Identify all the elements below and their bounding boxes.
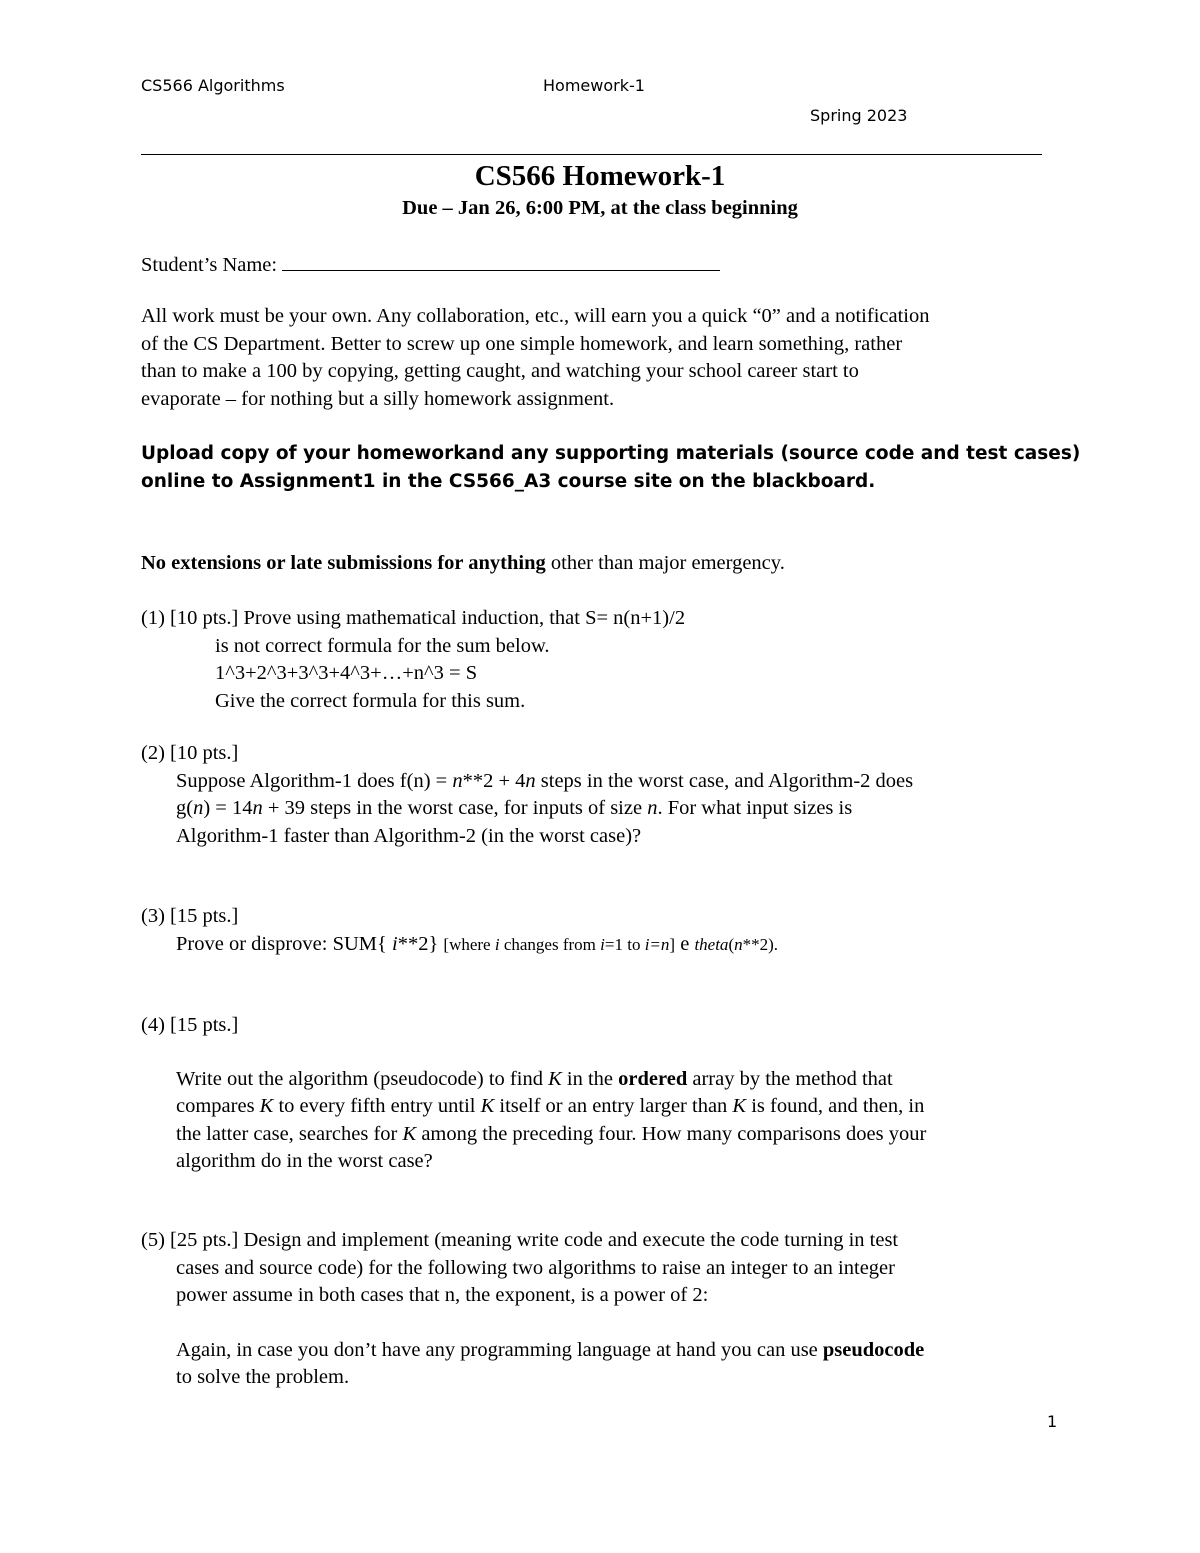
upload-text: online to Assignment1 in the CS566_A3 course site on the blackboard. — [141, 471, 876, 492]
page-title: CS566 Homework-1 — [474, 160, 726, 192]
question-4 — [141, 1012, 926, 1176]
q5-line: cases and source code) for the following two algorithms to raise an integer to an integer — [176, 1256, 895, 1279]
extensions-rest: other than major emergency. — [545, 552, 785, 574]
page-number: 1 — [1047, 1412, 1058, 1431]
q2-line: Suppose Algorithm-1 does f(n) = n**2 + 4n steps in the worst case, and Algorithm-2 does — [176, 769, 914, 792]
upload-text: and any supporting materials (source code and test cases) — [465, 443, 1081, 464]
extensions-note — [141, 550, 785, 578]
question-1 — [141, 605, 685, 715]
q3-line: Prove or disprove: SUM{ i**2} [where i changes from i=1 to i=n] е theta(n**2). — [176, 932, 779, 955]
header-assignment: Homework-1 — [543, 76, 645, 95]
student-name-row — [141, 250, 720, 280]
q5-line: to solve the problem. — [176, 1366, 350, 1388]
extensions-bold: No extensions or late submissions for anything — [141, 552, 546, 574]
q5-line: Again, in case you don’t have any programming language at hand you can use pseudocode — [176, 1338, 925, 1361]
q5-line: (5) [25 pts.] Design and implement (meaning write code and execute the code turning in test — [141, 1229, 899, 1251]
q4-line: algorithm do in the worst case? — [176, 1150, 433, 1172]
question-3 — [141, 903, 778, 958]
honesty-line: than to make a 100 by copying, getting caught, and watching your school career start to — [141, 360, 859, 382]
student-name-label: Student’s Name: — [141, 254, 278, 276]
question-2 — [141, 740, 913, 850]
q2-line: Algorithm-1 faster than Algorithm-2 (in the worst case)? — [176, 824, 642, 847]
header-rule — [141, 154, 1042, 155]
honesty-line: evaporate – for nothing but a silly homework assignment. — [141, 387, 615, 410]
due-date: Due – Jan 26, 6:00 PM, at the class beginning — [402, 197, 798, 219]
q1-line: 1^3+2^3+3^3+4^3+…+n^3 = S — [215, 662, 478, 684]
q1-line: Give the correct formula for this sum. — [215, 689, 526, 712]
header-term: Spring 2023 — [810, 106, 908, 125]
q4-line: Write out the algorithm (pseudocode) to find K in the ordered array by the method that — [176, 1067, 893, 1090]
question-5 — [141, 1227, 924, 1392]
student-name-blank — [282, 250, 720, 271]
q2-head: (2) [10 pts.] — [141, 742, 239, 764]
honesty-paragraph — [141, 303, 929, 413]
q2-line: g(n) = 14n + 39 steps in the worst case, for inputs of size n. For what input sizes is — [176, 797, 853, 819]
q4-head: (4) [15 pts.] — [141, 1014, 239, 1036]
header-course: CS566 Algorithms — [141, 76, 285, 95]
q3-head: (3) [15 pts.] — [141, 905, 239, 927]
q5-line: power assume in both cases that n, the exponent, is a power of 2: — [176, 1284, 709, 1306]
q4-line: compares K to every fifth entry until K itself or an entry larger than K is found, and then, in — [176, 1095, 925, 1117]
honesty-line: All work must be your own. Any collaboration, etc., will earn you a quick “0” and a notification — [141, 305, 930, 327]
q1-line: is not correct formula for the sum below. — [215, 634, 550, 657]
upload-text: Upload copy of your homework — [141, 443, 466, 464]
q4-line: the latter case, searches for K among the preceding four. How many comparisons does your — [176, 1122, 927, 1145]
upload-instructions — [141, 440, 1080, 496]
honesty-line: of the CS Department. Better to screw up one simple homework, and learn something, rather — [141, 332, 903, 355]
q1-line: (1) [10 pts.] Prove using mathematical induction, that S= n(n+1)/2 — [141, 607, 686, 629]
